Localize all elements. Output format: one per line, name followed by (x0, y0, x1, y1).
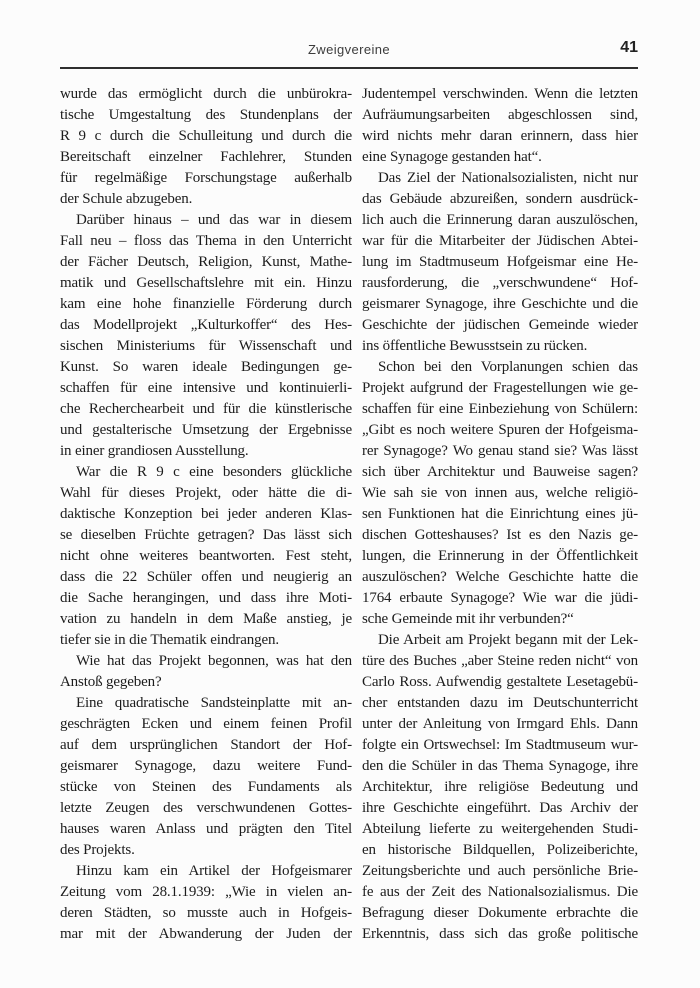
text-line: cher entstanden dazu im Deutschunterricht (362, 695, 638, 711)
text-line: tische Umgestaltung des Stundenplans der (60, 107, 352, 123)
text-line: lich auch die Erinnerung daran auszulöschen, (362, 212, 638, 228)
text-line: rausforderung, die „verschwundene“ Hof- (362, 275, 638, 291)
text-line: des Projekts. (60, 842, 135, 858)
paragraph (362, 168, 638, 357)
text-line: sen Funktionen hat die Einrichtung eines jü- (362, 506, 638, 522)
text-line: ihre Geschichte eingeführt. Das Archiv der (362, 800, 638, 816)
text-line: Abteilung lieferte zu weitergehenden Studi- (362, 821, 638, 837)
text-line: das Gebäude abzureißen, sondern ausdrück- (362, 191, 638, 207)
text-line: die Sache herangingen, und dass ihre Moti- (60, 590, 352, 606)
text-line: Wie sah sie von innen aus, welche religiö- (362, 485, 638, 501)
text-line: geschrägten Ecken und einem feinen Profil (60, 716, 352, 732)
text-line: sich über Architektur und Bauweise sagen? (362, 464, 638, 480)
text-line: R 9 c durch die Schulleitung und durch die (60, 128, 352, 144)
text-line: Judentempel verschwinden. Wenn die letzten (362, 86, 638, 102)
text-line: Projekt aufgrund der Fragestellungen wie ge- (362, 380, 638, 396)
text-line: Die Arbeit am Projekt begann mit der Lek- (378, 632, 638, 648)
text-line: Hinzu kam ein Artikel der Hofgeismarer (76, 863, 352, 879)
text-line: Das Ziel der Nationalsozialisten, nicht nur (378, 170, 638, 186)
text-column-left (60, 84, 352, 945)
text-line: lungen, die Erinnerung in der Öffentlichkeit (362, 548, 638, 564)
running-head (60, 39, 638, 62)
text-line: auszulöschen? Welche Geschichte hatte die (362, 569, 638, 585)
text-line: der Fächer Deutsch, Religion, Kunst, Mathe- (60, 254, 352, 270)
text-line: Darüber hinaus – und das war in diesem (76, 212, 352, 228)
text-line: folgte ein Ortswechsel: Im Stadtmuseum wur- (362, 737, 638, 753)
text-line: geismarer Synagoge, ihre Geschichte und die (362, 296, 638, 312)
text-line: che Recherchearbeit und für die künstlerische (60, 401, 352, 417)
page-number: 41 (620, 39, 638, 56)
paragraph (60, 693, 352, 861)
text-line: Architektur, ihre religiöse Bedeutung und (362, 779, 638, 795)
text-line: Carlo Ross. Aufwendig gestaltete Lesetagebü- (362, 674, 638, 690)
text-line: en historische Bildquellen, Polizeiberichte, (362, 842, 638, 858)
text-line: für regelmäßige Forschungstage außerhalb (60, 170, 352, 186)
text-line: tiefer sie in die Thematik eindrangen. (60, 632, 279, 648)
text-line: lung im Stadtmuseum Hofgeismar eine He- (362, 254, 638, 270)
paragraph (60, 210, 352, 462)
paragraph (362, 357, 638, 630)
text-line: Aufräumungsarbeiten abgeschlossen sind, (362, 107, 638, 123)
text-line: Anstoß gegeben? (60, 674, 162, 690)
text-line: fe aus der Zeit des Nationalsozialismus. Die (362, 884, 638, 900)
text-line: schaffen für eine intensive und kontinuierli- (60, 380, 352, 396)
text-line: Zeitung vom 28.1.1939: „Wie in vielen an- (60, 884, 352, 900)
text-line: auf dem ursprünglichen Standort der Hof- (60, 737, 352, 753)
text-line: und gestalterische Umsetzung der Ergebnisse (60, 422, 352, 438)
text-line: Geschichte der jüdischen Gemeinde wieder (362, 317, 638, 333)
text-column-right (362, 84, 638, 945)
text-line: Zeitungsberichte und auch persönliche Brie- (362, 863, 638, 879)
text-line: das Modellprojekt „Kulturkoffer“ des Hes- (60, 317, 352, 333)
text-line: rer Synagoge? Wo genau stand sie? Was lässt (362, 443, 638, 459)
text-line: kam eine hohe finanzielle Förderung durch (60, 296, 352, 312)
text-line: War die R 9 c eine besonders glückliche (76, 464, 352, 480)
text-line: sischen Ministeriums für Wissenschaft und (60, 338, 352, 354)
text-line: türe des Buches „aber Steine reden nicht“ von (362, 653, 638, 669)
text-line: Eine quadratische Sandsteinplatte mit an- (76, 695, 352, 711)
text-line: dischen Gotteshauses? Ist es den Nazis ge- (362, 527, 638, 543)
text-line: Wahl für dieses Projekt, oder hätte die di- (60, 485, 352, 501)
text-line: den die Schüler in das Thema Synagoge, ihre (362, 758, 638, 774)
text-line: Wie hat das Projekt begonnen, was hat den (76, 653, 352, 669)
text-line: stücke von Steinen des Fundaments als (60, 779, 352, 795)
paragraph (60, 651, 352, 693)
text-line: Bereitschaft einzelner Fachlehrer, Stunden (60, 149, 352, 165)
text-line: deren Städten, so musste auch in Hofgeis- (60, 905, 352, 921)
text-line: Kunst. So waren ideale Bedingungen ge- (60, 359, 352, 375)
text-line: Befragung dieser Dokumente erbrachte die (362, 905, 638, 921)
text-line: letzte Zeugen des verschwundenen Gottes- (60, 800, 352, 816)
text-line: Fall neu – floss das Thema in den Unterricht (60, 233, 352, 249)
text-line: der Schule abzugeben. (60, 191, 193, 207)
text-line: wurde das ermöglicht durch die unbürokra- (60, 86, 352, 102)
paragraph (60, 462, 352, 651)
paragraph (60, 861, 352, 945)
text-line: dass die 22 Schüler offen und neugierig an (60, 569, 352, 585)
text-line: geismarer Synagoge, dazu weitere Fund- (60, 758, 352, 774)
text-line: 1764 erbaute Synagoge? Wie war die jüdi- (362, 590, 638, 606)
text-line: unter der Anleitung von Irmgard Ehls. Dann (362, 716, 638, 732)
text-line: war für die Mitarbeiter der Jüdischen Abtei- (362, 233, 638, 249)
text-line: mar mit der Abwanderung der Juden der (60, 926, 352, 942)
text-line: nicht ohne weiteres beantworten. Fest steht, (60, 548, 352, 564)
text-line: matik und Gesellschaftslehre mit ein. Hinzu (60, 275, 352, 291)
text-line: schaffen für eine Einbeziehung von Schülern: (362, 401, 638, 417)
text-line: „Gibt es noch weitere Spuren der Hofgeisma- (362, 422, 638, 438)
header-rule (60, 67, 638, 69)
text-line: ins öffentliche Bewusstsein zu rücken. (362, 338, 588, 354)
text-line: in einer grandiosen Ausstellung. (60, 443, 249, 459)
text-line: Schon bei den Vorplanungen schien das (378, 359, 638, 375)
text-line: eine Synagoge gestanden hat“. (362, 149, 542, 165)
text-columns (60, 84, 638, 945)
paragraph (362, 84, 638, 168)
paragraph (60, 84, 352, 210)
text-line: se dieselben Früchte getragen? Das lässt sich (60, 527, 352, 543)
text-line: sche Gemeinde mit ihr verbunden?“ (362, 611, 574, 627)
text-line: Erkenntnis, dass sich das große politische (362, 926, 638, 942)
text-line: daktische Konzeption bei jeder anderen Klas- (60, 506, 352, 522)
text-line: hauses waren Anlass und prägten den Titel (60, 821, 352, 837)
running-head-title: Zweigvereine (307, 42, 391, 57)
text-line: vation zu handeln in dem Maße anstieg, je (60, 611, 352, 627)
text-line: wird nichts mehr daran erinnern, dass hier (362, 128, 638, 144)
paragraph (362, 630, 638, 945)
